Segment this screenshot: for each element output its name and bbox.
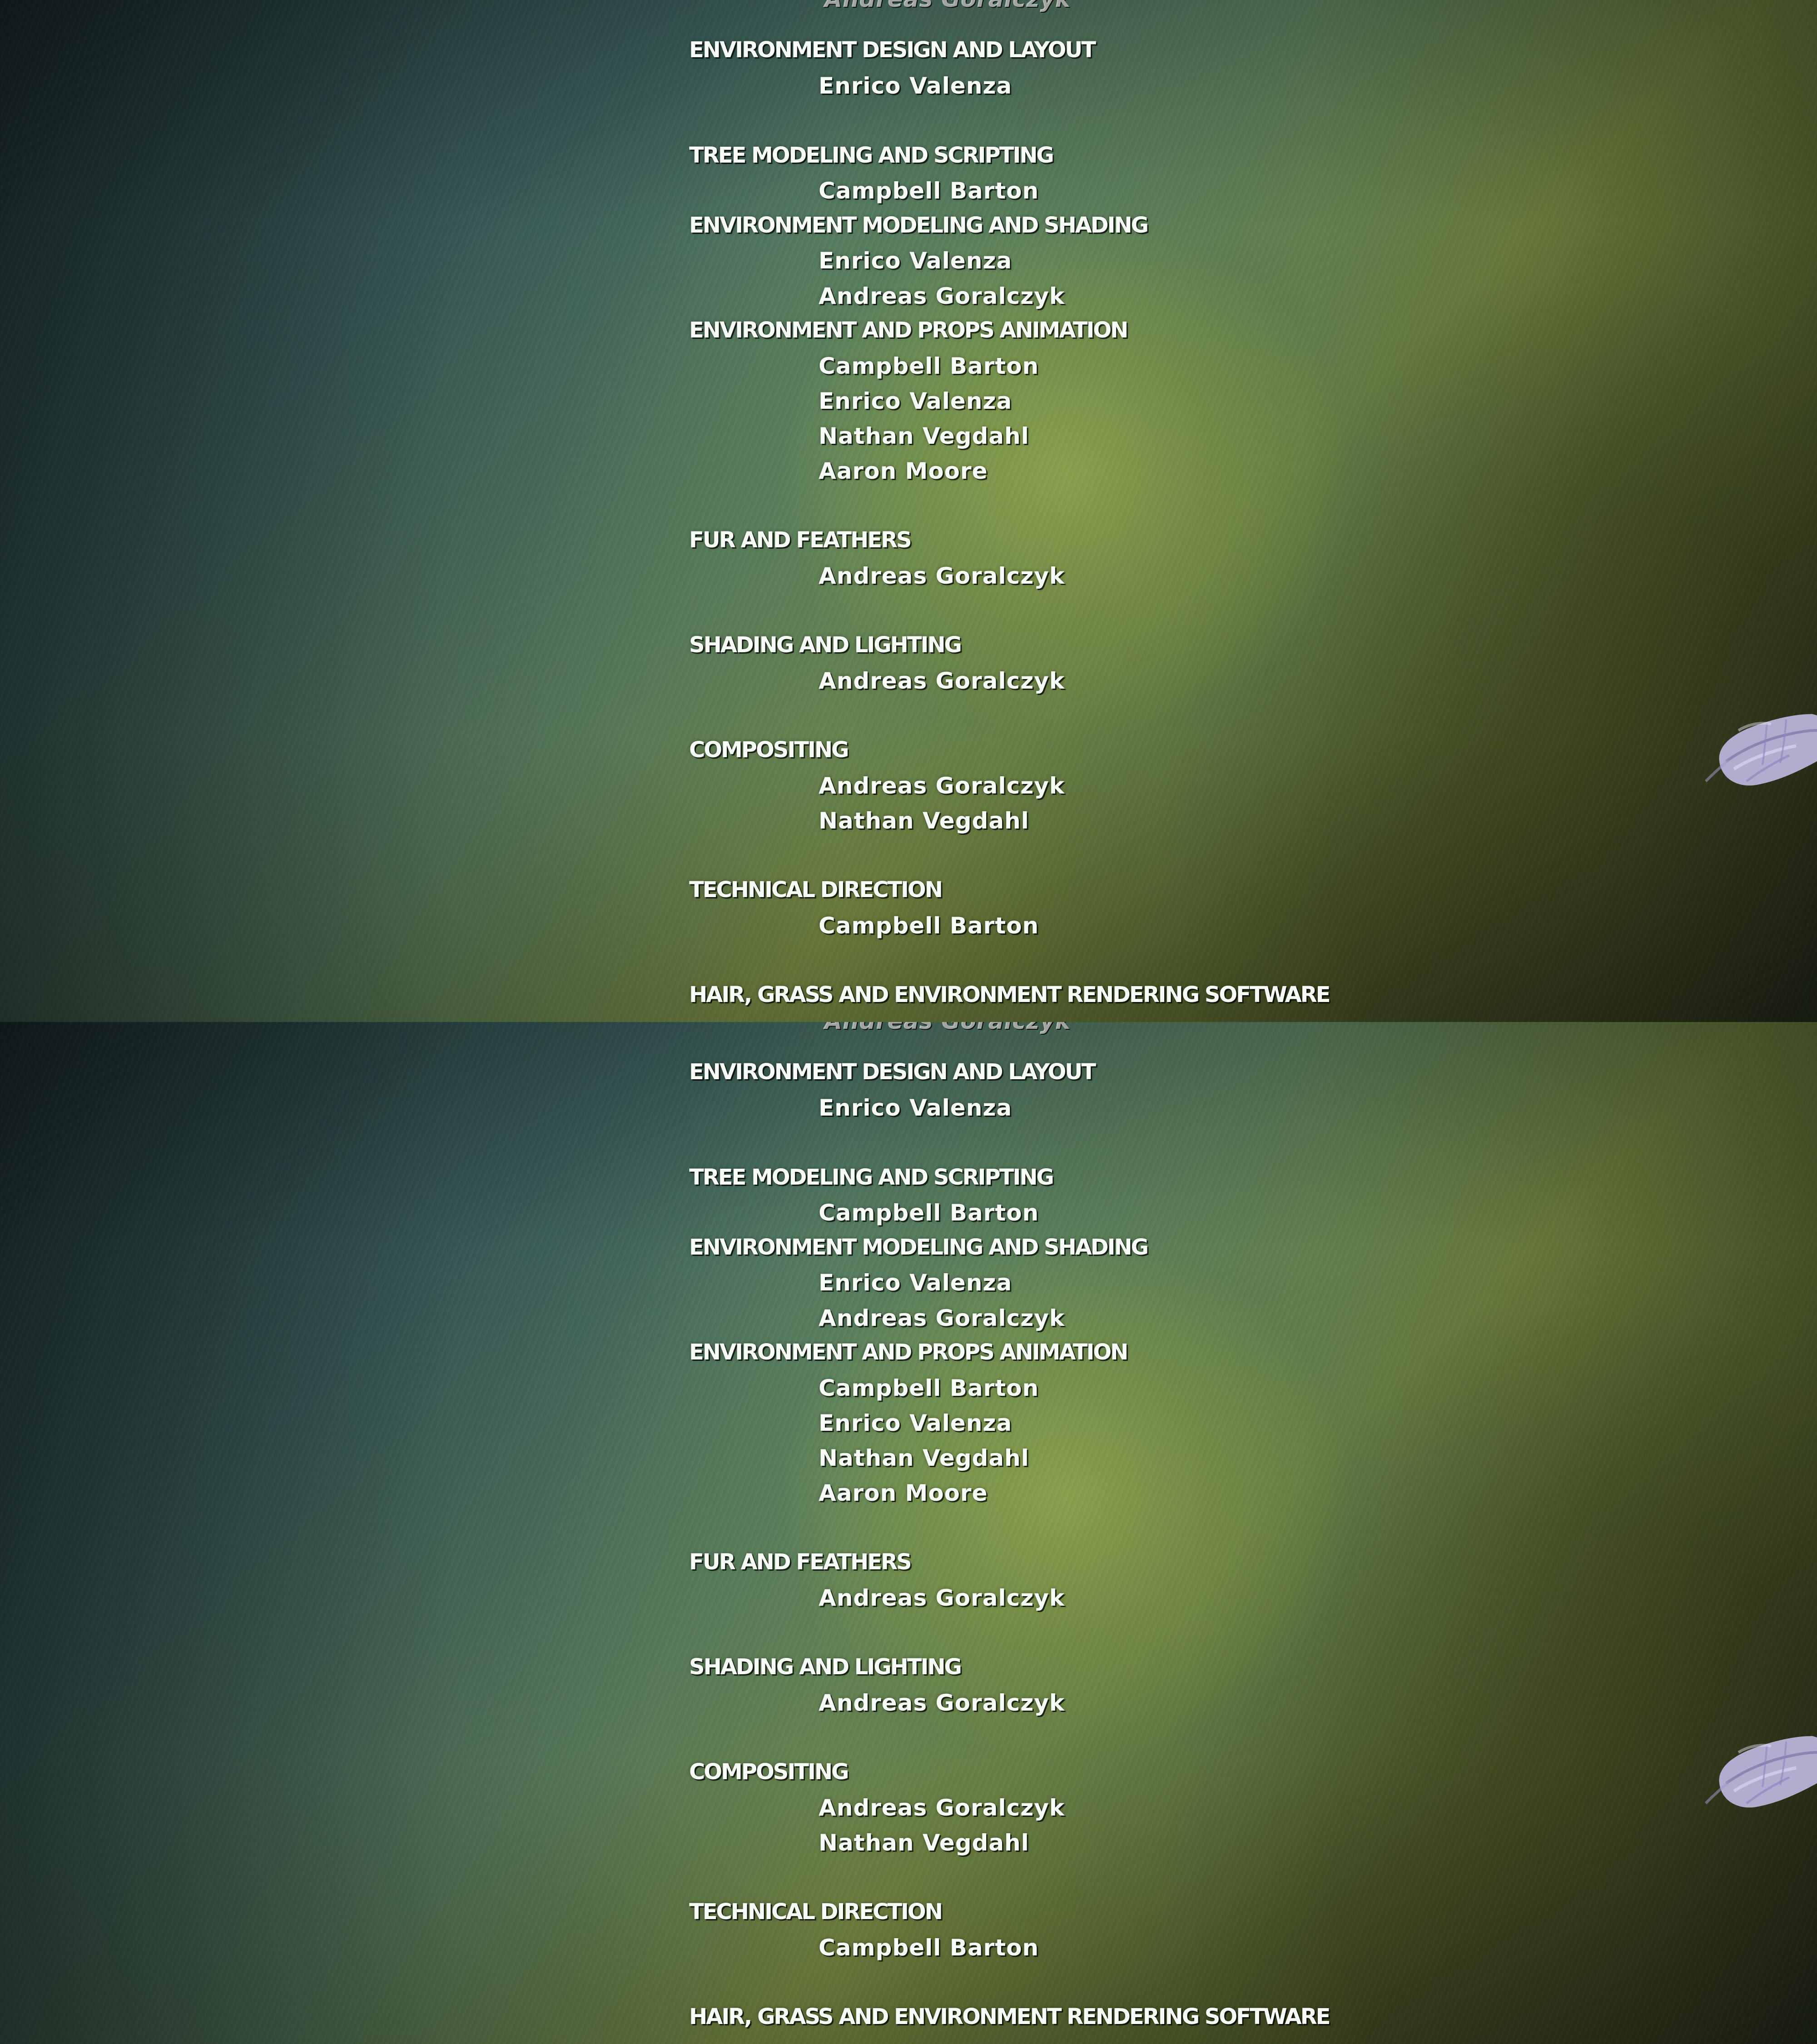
credit-person-name: Andreas Goralczyk (819, 1688, 1065, 1717)
credit-role-heading: ENVIRONMENT MODELING AND SHADING (689, 1233, 1147, 1261)
credit-person-name: Enrico Valenza (819, 387, 1012, 416)
credit-role-heading: ENVIRONMENT DESIGN AND LAYOUT (689, 36, 1095, 64)
credit-person-name: Campbell Barton (819, 911, 1039, 940)
credit-person-name: Aaron Moore (819, 1478, 988, 1508)
credit-role-heading: ENVIRONMENT DESIGN AND LAYOUT (689, 1058, 1095, 1086)
credit-person-name: Andreas Goralczyk (819, 771, 1065, 800)
credit-person-name: Enrico Valenza (819, 1093, 1012, 1122)
credit-person-name: Nathan Vegdahl (819, 806, 1029, 835)
credit-person-name: Andreas Goralczyk (819, 1793, 1065, 1822)
credit-role-heading: SHADING AND LIGHTING (689, 631, 961, 659)
credit-role-heading: ENVIRONMENT AND PROPS ANIMATION (689, 316, 1127, 344)
credit-person-name: Nathan Vegdahl (819, 1828, 1029, 1857)
credit-role-heading: FUR AND FEATHERS (689, 1548, 911, 1576)
credit-person-name: Andreas Goralczyk (819, 1304, 1065, 1333)
credit-role-heading: HAIR, GRASS AND ENVIRONMENT RENDERING SOFTWARE (689, 2003, 1329, 2031)
credit-person-name: Andreas Goralczyk (819, 1583, 1065, 1612)
credit-role-heading: ENVIRONMENT AND PROPS ANIMATION (689, 1338, 1127, 1366)
credit-role-heading: FUR AND FEATHERS (689, 526, 911, 554)
credit-person-name: Campbell Barton (819, 352, 1039, 381)
credit-person-name: Andreas Goralczyk (819, 282, 1065, 311)
credit-role-heading: TREE MODELING AND SCRIPTING (689, 141, 1053, 169)
credit-role-heading: HAIR, GRASS AND ENVIRONMENT RENDERING SOFTWARE (689, 981, 1329, 1009)
credit-role-heading: COMPOSITING (689, 736, 848, 764)
credit-role-heading: SHADING AND LIGHTING (689, 1653, 961, 1681)
credit-role-heading: COMPOSITING (689, 1758, 848, 1786)
credit-person-name: Campbell Barton (819, 1374, 1039, 1403)
credit-person-name: Campbell Barton (819, 1198, 1039, 1227)
credit-role-heading: TREE MODELING AND SCRIPTING (689, 1163, 1053, 1191)
credit-person-name: Andreas Goralczyk (819, 666, 1065, 695)
credit-person-name: Enrico Valenza (819, 1409, 1012, 1438)
credit-person-name: Enrico Valenza (819, 71, 1012, 100)
credit-person-name: Nathan Vegdahl (819, 422, 1029, 451)
credit-person-name: Nathan Vegdahl (819, 1444, 1029, 1473)
credit-role-heading: TECHNICAL DIRECTION (689, 1898, 942, 1926)
credit-person-name: Andreas Goralczyk (819, 561, 1065, 590)
credit-role-heading: TECHNICAL DIRECTION (689, 876, 942, 904)
credit-person-name: Enrico Valenza (819, 246, 1012, 275)
credit-person-name: Aaron Moore (819, 456, 988, 486)
credit-person-name: Campbell Barton (819, 1933, 1039, 1962)
credit-person-name: Campbell Barton (819, 176, 1039, 205)
credit-person-name: Enrico Valenza (819, 1268, 1012, 1297)
credit-role-heading: ENVIRONMENT MODELING AND SHADING (689, 211, 1147, 239)
